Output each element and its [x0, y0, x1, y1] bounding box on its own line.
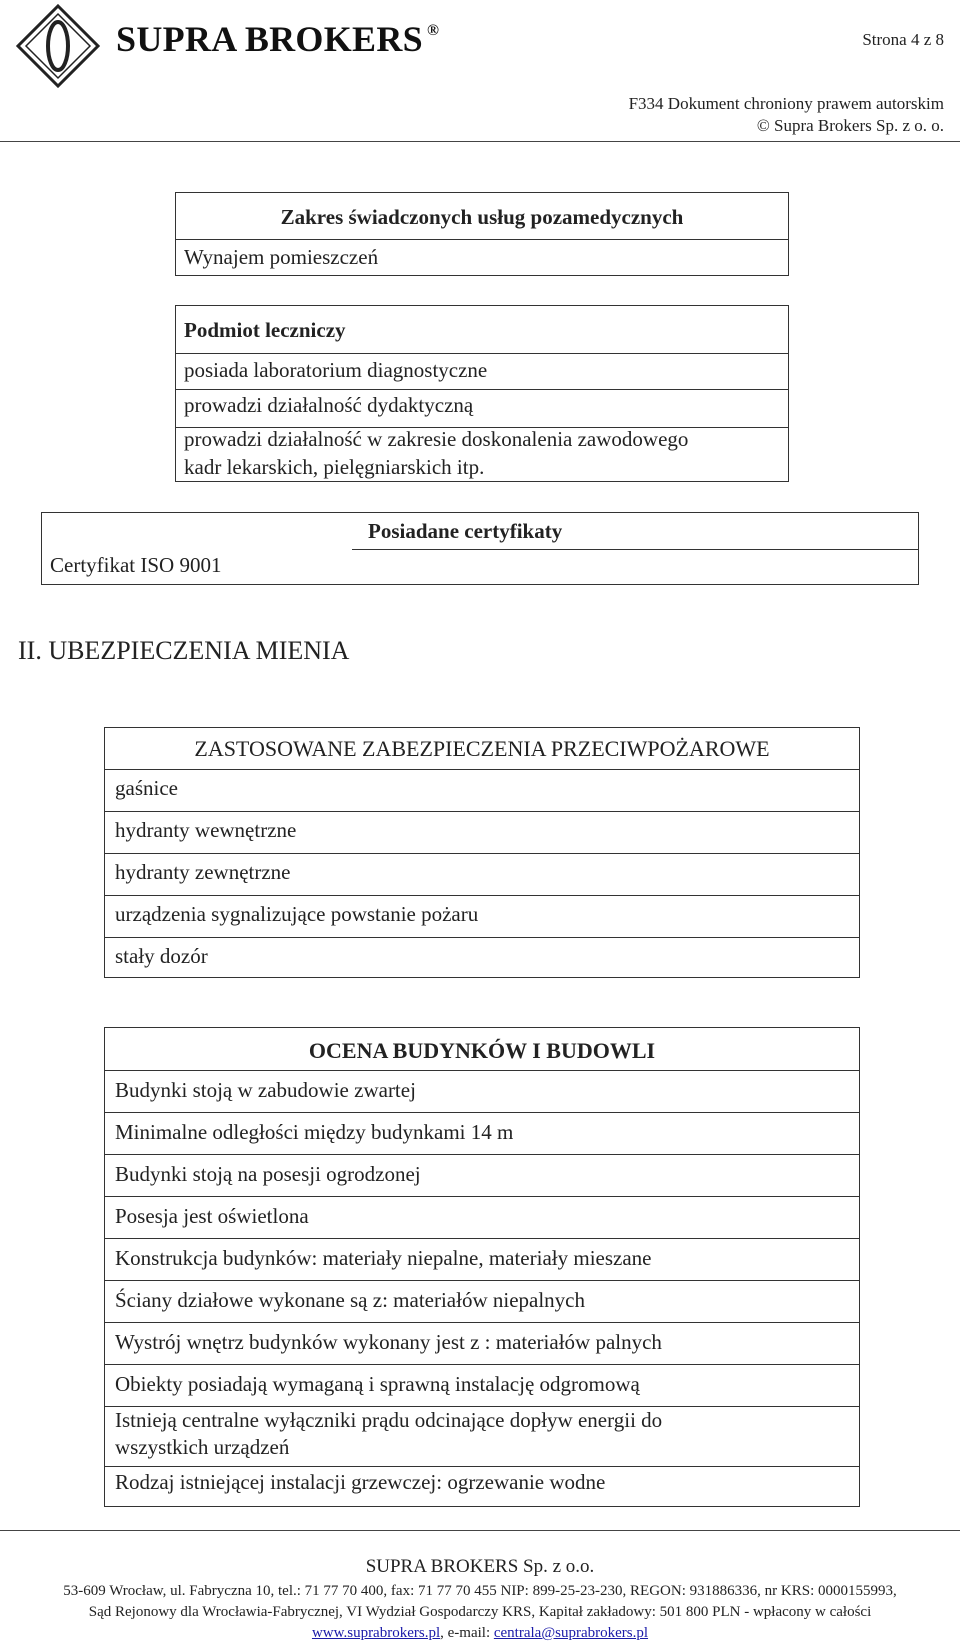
buildings-item: Obiekty posiadają wymaganą i sprawną instalację odgromową [115, 1372, 640, 1396]
fire-item: urządzenia sygnalizujące powstanie pożaru [115, 902, 479, 926]
table-divider [105, 1070, 859, 1071]
fire-protection-table [104, 727, 860, 978]
table-divider [105, 1196, 859, 1197]
header-divider [0, 141, 960, 142]
fire-heading: ZASTOSOWANE ZABEZPIECZENIA PRZECIWPOŻAROWE [194, 736, 770, 761]
fire-item: hydranty wewnętrzne [115, 818, 297, 842]
footer-contact-line [0, 1625, 960, 1642]
buildings-item: Konstrukcja budynków: materiały niepalne, materiały mieszane [115, 1246, 652, 1270]
footer-divider [0, 1530, 960, 1531]
document-code: F334 Dokument chroniony prawem autorskim [628, 94, 944, 113]
copyright-line: © Supra Brokers Sp. z o. o. [756, 116, 944, 135]
table-divider [105, 1280, 859, 1281]
table-divider [105, 1322, 859, 1323]
certificates-heading: Posiadane certyfikaty [368, 519, 563, 543]
website-link[interactable]: www.suprabrokers.pl [311, 1625, 441, 1641]
brand-text: SUPRA BROKERS [116, 19, 423, 59]
entity-table [175, 305, 789, 482]
entity-item: prowadzi działalność dydaktyczną [184, 393, 474, 417]
certificates-item: Certyfikat ISO 9001 [50, 553, 222, 577]
entity-item: kadr lekarskich, pielęgniarskich itp. [184, 455, 485, 479]
buildings-item: Minimalne odległości między budynkami 14 m [115, 1120, 514, 1144]
buildings-item: Istnieją centralne wyłączniki prądu odcinające dopływ energii do [115, 1408, 663, 1432]
table-divider [105, 811, 859, 812]
buildings-item: Budynki stoją na posesji ogrodzonej [115, 1162, 421, 1186]
footer-company: SUPRA BROKERS Sp. z o.o. [365, 1556, 595, 1577]
fire-item: hydranty zewnętrzne [115, 860, 291, 884]
services-table [175, 192, 789, 276]
buildings-item: Wystrój wnętrz budynków wykonany jest z : materiałów palnych [115, 1330, 662, 1354]
table-divider [352, 549, 918, 550]
entity-item: prowadzi działalność w zakresie doskonalenia zawodowego [184, 427, 689, 451]
buildings-item: wszystkich urządzeń [115, 1435, 290, 1459]
buildings-item: Ściany działowe wykonane są z: materiałów niepalnych [115, 1288, 585, 1312]
footer-court-line: Sąd Rejonowy dla Wrocławia-Fabrycznej, VI Wydział Gospodarczy KRS, Kapitał zakładowy: 501 800 PLN - wpłacony w całości [88, 1604, 872, 1620]
fire-item: stały dozór [115, 944, 208, 968]
page-number: Strona 4 z 8 [862, 30, 944, 49]
table-divider [176, 353, 788, 354]
buildings-item: Rodzaj istniejącej instalacji grzewczej: ogrzewanie wodne [115, 1470, 606, 1494]
footer-address-line: 53-609 Wrocław, ul. Fabryczna 10, tel.: 71 77 70 400, fax: 71 77 70 455 NIP: 899-25-23-230, REGON: 931886336, nr KRS: 0000155993, [63, 1583, 897, 1599]
table-divider [105, 1154, 859, 1155]
registered-mark: ® [426, 22, 440, 39]
table-divider [105, 1238, 859, 1239]
brand-name [116, 18, 439, 60]
table-divider [105, 1406, 859, 1407]
table-divider [105, 769, 859, 770]
services-item: Wynajem pomieszczeń [184, 245, 379, 269]
fire-item: gaśnice [115, 776, 178, 800]
buildings-table [104, 1027, 860, 1507]
table-divider [105, 937, 859, 938]
table-divider [105, 895, 859, 896]
buildings-item: Budynki stoją w zabudowie zwartej [115, 1078, 416, 1102]
table-divider [105, 853, 859, 854]
table-divider [105, 1112, 859, 1113]
table-divider [105, 1364, 859, 1365]
certificates-table [41, 512, 919, 585]
entity-item: posiada laboratorium diagnostyczne [184, 358, 488, 382]
services-heading: Zakres świadczonych usług pozamedycznych [280, 205, 684, 229]
table-divider [176, 389, 788, 390]
company-logo-icon [16, 4, 100, 88]
buildings-heading: OCENA BUDYNKÓW I BUDOWLI [308, 1038, 656, 1063]
buildings-item: Posesja jest oświetlona [115, 1204, 309, 1228]
entity-heading: Podmiot leczniczy [184, 318, 346, 342]
table-divider [176, 239, 788, 240]
table-divider [105, 1466, 859, 1467]
email-label: , e-mail: [440, 1625, 494, 1641]
section-title: II. UBEZPIECZENIA MIENIA [18, 636, 350, 665]
email-link[interactable]: centrala@suprabrokers.pl [493, 1625, 649, 1641]
